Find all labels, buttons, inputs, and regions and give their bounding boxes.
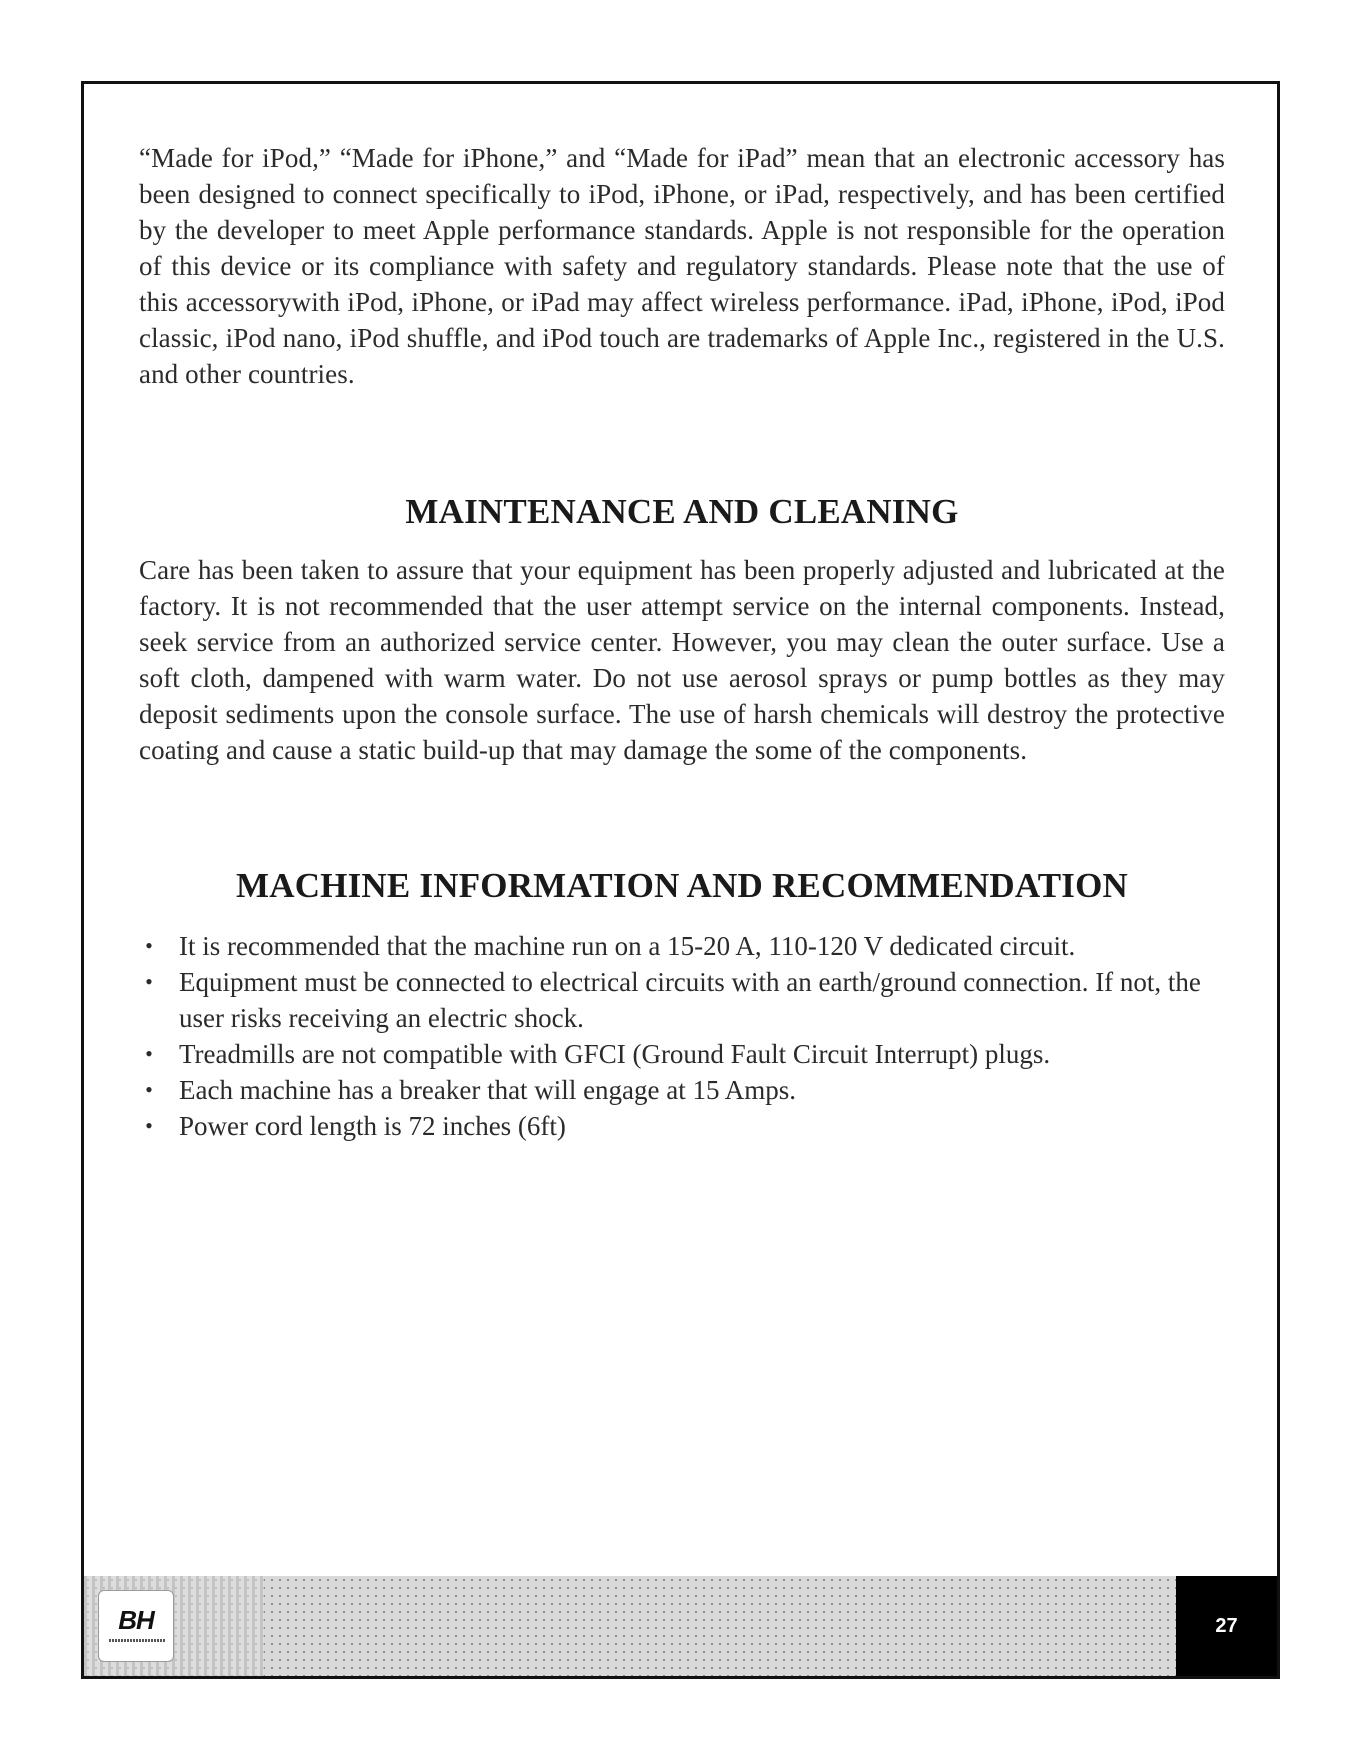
bh-logo xyxy=(98,1590,174,1662)
footer-band xyxy=(84,1576,1277,1676)
page-frame xyxy=(81,81,1280,1679)
list-item-text: Treadmills are not compatible with GFCI (Ground Fault Circuit Interrupt) plugs. xyxy=(179,1039,1051,1069)
list-item xyxy=(139,1036,1225,1072)
list-item xyxy=(139,1072,1225,1108)
bh-logo-underline xyxy=(109,1639,165,1642)
list-item-text: It is recommended that the machine run on a 15-20 A, 110-120 V dedicated circuit. xyxy=(179,931,1076,961)
maintenance-heading: MAINTENANCE AND CLEANING xyxy=(405,492,959,531)
bullet-icon: • xyxy=(145,933,153,958)
list-item-text: Equipment must be connected to electrical circuits with an earth/ground connection. If not, the user risks receiving an electric shock. xyxy=(179,967,1201,1033)
machine-info-heading: MACHINE INFORMATION AND RECOMMENDATION xyxy=(236,866,1128,905)
machine-info-list xyxy=(139,928,1225,1144)
list-item xyxy=(139,1108,1225,1144)
list-item xyxy=(139,964,1225,1036)
list-item xyxy=(139,928,1225,964)
bullet-icon: • xyxy=(145,969,153,994)
list-item-text: Each machine has a breaker that will engage at 15 Amps. xyxy=(179,1075,797,1105)
bullet-icon: • xyxy=(145,1041,153,1066)
bullet-icon: • xyxy=(145,1077,153,1102)
bullet-icon: • xyxy=(145,1113,153,1138)
maintenance-paragraph: Care has been taken to assure that your equipment has been properly adjusted and lubricated at the factory. It is not recommended that the user attempt service on the internal components. Instead, seek service from an authorized service center. However, you may clean the outer surface. Use a soft cloth, dampened with warm water. Do not use aerosol sprays or pump bottles as they may deposit sediments upon the console surface. The use of harsh chemicals will destroy the protective coating and cause a static build-up that may damage the some of the components. xyxy=(139,555,1225,765)
bh-logo-text: BH xyxy=(118,1605,154,1635)
page-content xyxy=(139,140,1225,1144)
list-item-text: Power cord length is 72 inches (6ft) xyxy=(179,1111,566,1141)
apple-disclaimer-paragraph: “Made for iPod,” “Made for iPhone,” and “Made for iPad” mean that an electronic accessory has been designed to connect specifically to iPod, iPhone, or iPad, respectively, and has been certified by the developer to meet Apple performance standards. Apple is not responsible for the operation of this device or its compliance with safety and regulatory standards. Please note that the use of this accessorywith iPod, iPhone, or iPad may affect wireless performance. iPad, iPhone, iPod, iPod classic, iPod nano, iPod shuffle, and iPod touch are trademarks of Apple Inc., registered in the U.S. and other countries. xyxy=(139,143,1225,389)
page-number: 27 xyxy=(1176,1576,1277,1676)
